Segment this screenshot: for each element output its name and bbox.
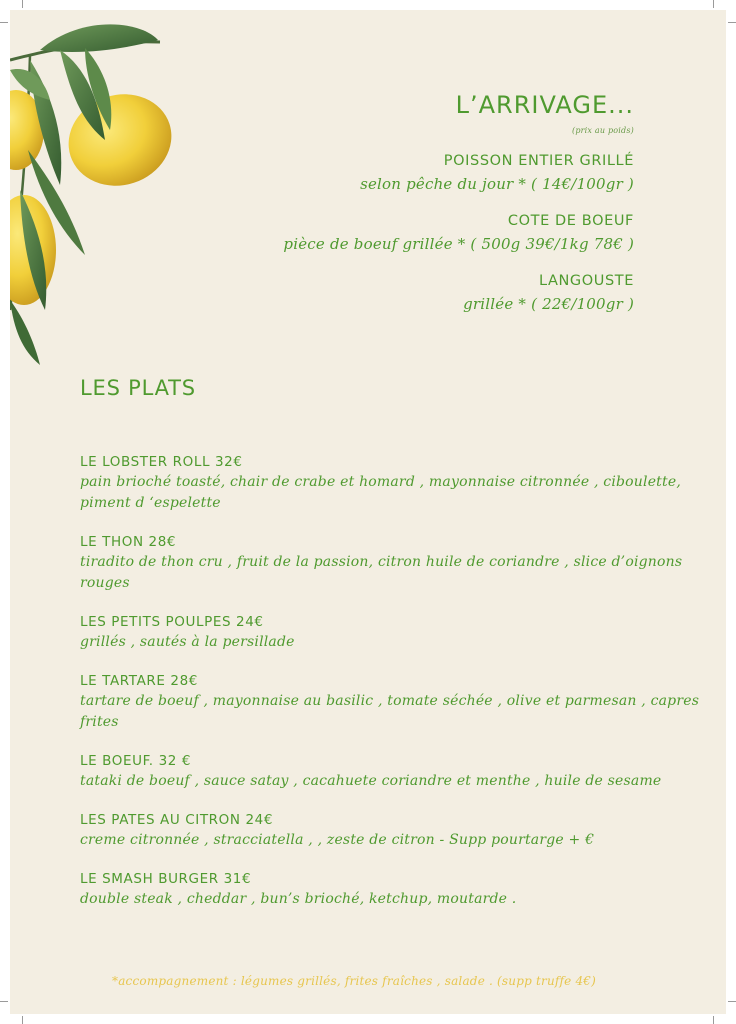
lemon-branch-illustration: [10, 10, 200, 370]
arrivage-item-desc: selon pêche du jour * ( 14€/100gr ): [360, 175, 634, 193]
plat-desc: creme citronnée , stracciatella , , zeste de citron - Supp pourtarge + €: [80, 832, 595, 848]
arrivage-item-name: COTE DE BOEUF: [507, 213, 634, 229]
plat-item: [80, 752, 726, 792]
crop-mark: [713, 0, 714, 8]
plats-list: [80, 453, 726, 929]
menu-page: [10, 10, 726, 1014]
plat-item: [80, 672, 726, 733]
plat-desc: grillés , sautés à la persillade: [80, 634, 295, 650]
plat-item: [80, 533, 726, 594]
plat-desc: tiradito de thon cru , fruit de la passion, citron huile de coriandre , slice d’oignons rouges: [80, 554, 683, 591]
arrivage-item-name: LANGOUSTE: [538, 273, 634, 289]
arrivage-item: [214, 211, 634, 255]
arrivage-item: [214, 151, 634, 195]
plat-desc: pain brioché toasté, chair de crabe et homard , mayonnaise citronnée , ciboulette, piment d ‘espelette: [80, 474, 681, 511]
plat-desc: double steak , cheddar , bun’s brioché, ketchup, moutarde .: [80, 891, 517, 907]
plat-name: LES PETITS POULPES 24€: [80, 614, 264, 630]
plat-name: LE BOEUF. 32 €: [80, 753, 192, 769]
plat-name: LE LOBSTER ROLL 32€: [80, 454, 243, 470]
plats-title: LES PLATS: [80, 376, 196, 400]
plat-name: LES PATES AU CITRON 24€: [80, 812, 274, 828]
crop-mark: [22, 0, 23, 8]
plat-desc: tataki de boeuf , sauce satay , cacahuete coriandre et menthe , huile de sesame: [80, 773, 662, 789]
arrivage-price-note: (prix au poids): [572, 126, 634, 135]
crop-mark: [0, 22, 8, 23]
arrivage-section: [214, 90, 634, 315]
plat-item: [80, 453, 726, 514]
plat-name: LE TARTARE 28€: [80, 673, 198, 689]
plat-item: [80, 613, 726, 653]
arrivage-title: L’ARRIVAGE...: [455, 91, 634, 119]
plat-desc: tartare de boeuf , mayonnaise au basilic , tomate séchée , olive et parmesan , capres frites: [80, 693, 700, 730]
plat-item: [80, 870, 726, 910]
arrivage-item: [214, 271, 634, 315]
arrivage-item-desc: pièce de boeuf grillée * ( 500g 39€/1kg 78€ ): [283, 235, 634, 253]
crop-mark: [22, 1016, 23, 1024]
plat-item: [80, 811, 726, 851]
arrivage-item-name: POISSON ENTIER GRILLÉ: [443, 153, 634, 169]
accompaniment-note: *accompagnement : légumes grillés, frites fraîches , salade . (supp truffe 4€): [112, 974, 597, 988]
crop-mark: [728, 22, 736, 23]
crop-mark: [728, 1001, 736, 1002]
crop-mark: [0, 1001, 8, 1002]
plat-name: LE SMASH BURGER 31€: [80, 871, 252, 887]
crop-mark: [713, 1016, 714, 1024]
arrivage-item-desc: grillée * ( 22€/100gr ): [463, 295, 634, 313]
plat-name: LE THON 28€: [80, 534, 177, 550]
